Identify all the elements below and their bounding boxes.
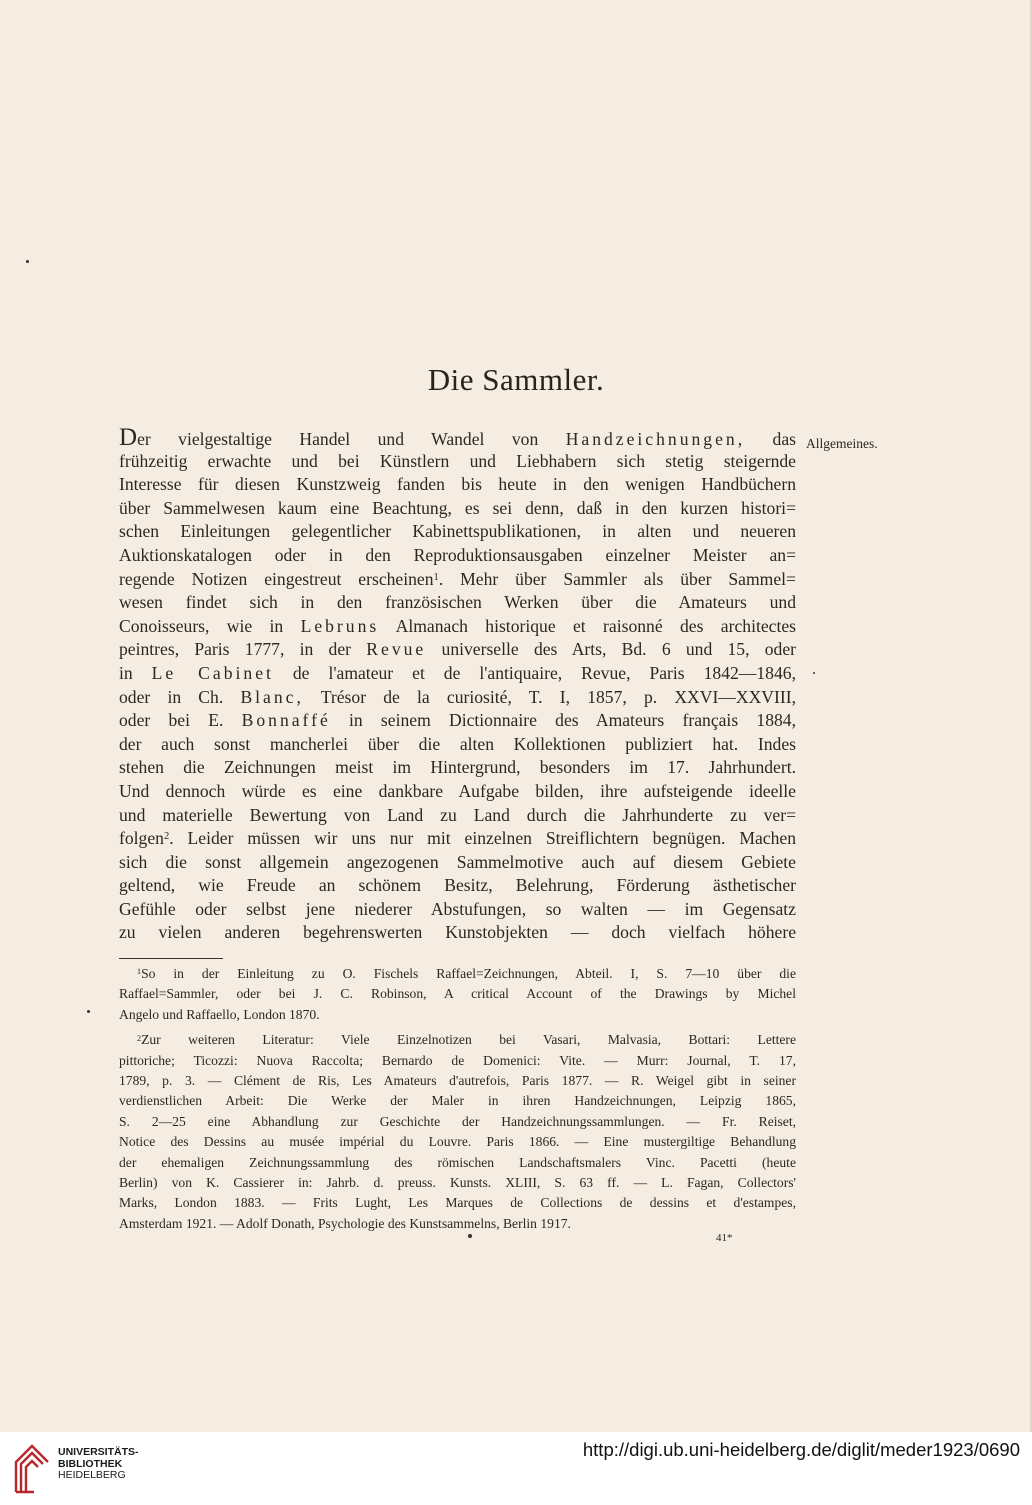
body-line: schen Einleitungen gelegentlicher Kabinettspublikationen, in alten und neueren bbox=[119, 521, 796, 542]
footnote-mark: 1 bbox=[137, 967, 142, 977]
footnote-line: 1789, p. 3. — Clément de Ris, Les Amateurs d'autrefois, Paris 1877. — R. Weigel gibt in seiner bbox=[119, 1072, 796, 1088]
library-name: UNIVERSITÄTS- BIBLIOTHEK HEIDELBERG bbox=[58, 1446, 139, 1481]
footnote-ref: 1 bbox=[433, 571, 439, 583]
footnote-divider bbox=[119, 958, 223, 959]
footnote-line: Angelo und Raffaello, London 1870. bbox=[119, 1006, 320, 1022]
body-line: Conoisseurs, wie in Lebruns Almanach historique et raisonné des architectes bbox=[119, 615, 797, 636]
footer-bar bbox=[0, 1432, 1032, 1505]
body-line: Gefühle oder selbst jene niederer Abstufungen, so walten — im Gegensatz bbox=[119, 898, 796, 919]
footnote-line: Raffael=Sammler, oder bei J. C. Robinson, A critical Account of the Drawings by Michel bbox=[119, 986, 796, 1002]
university-library-logo-icon[interactable] bbox=[12, 1442, 52, 1494]
body-line: folgen$^2$. Leider müssen wir uns nur mit einzelnen Streiflichtern begnügen. Machen bbox=[119, 828, 796, 849]
body-line: Und dennoch würde es eine dankbare Aufgabe bilden, ihre aufsteigende ideelle bbox=[119, 780, 796, 801]
footnote-line: Berlin) von K. Cassierer in: Jahrb. d. preuss. Kunsts. XLIII, S. 63 ff. — L. Fagan, Collectors' bbox=[119, 1174, 796, 1190]
paper-speck bbox=[26, 260, 29, 263]
body-line: oder bei E. Bonnaffé in seinem Dictionnaire des Amateurs français 1884, bbox=[119, 710, 796, 731]
page-title: Die Sammler. bbox=[427, 362, 605, 397]
source-url-link[interactable]: http://digi.ub.uni-heidelberg.de/diglit/meder1923/0690 bbox=[582, 1439, 1020, 1460]
body-line: frühzeitig erwachte und bei Künstlern und Liebhabern sich stetig steigernde bbox=[119, 450, 796, 471]
body-line: wesen findet sich in den französischen Werken über die Amateurs und bbox=[119, 592, 796, 613]
drop-cap: D bbox=[119, 424, 138, 451]
body-line: der auch sonst mancherlei über die alten Kollektionen publiziert hat. Indes bbox=[119, 733, 796, 754]
body-line: stehen die Zeichnungen meist im Hintergrund, besonders im 17. Jahrhundert. bbox=[119, 757, 796, 778]
footnote-line: der ehemaligen Zeichnungssammlung des römischen Landschaftsmalers Vinc. Pacetti (heute bbox=[119, 1154, 796, 1170]
body-line: sich die sonst allgemein angezogenen Sammelmotive auch auf diesem Gebiete bbox=[119, 851, 796, 872]
body-text bbox=[119, 426, 796, 945]
paper-speck bbox=[813, 672, 815, 674]
body-line: Der vielgestaltige Handel und Wandel von Handzeichnungen, das bbox=[119, 424, 796, 451]
page-number: 41* bbox=[716, 1232, 733, 1244]
body-line: geltend, wie Freude an schönem Besitz, Belehrung, Förderung ästhetischer bbox=[119, 875, 796, 896]
body-line: und materielle Bewertung von Land zu Land durch die Jahrhunderte zu ver= bbox=[119, 804, 796, 825]
footnote-line: $^1$So in der Einleitung zu O. Fischels Raffael=Zeichnungen, Abteil. I, S. 7—10 über die bbox=[137, 966, 796, 981]
footnote-line: Notice des Dessins au musée impérial du Louvre. Paris 1866. — Eine mustergiltige Behandlung bbox=[119, 1134, 796, 1150]
body-line: peintres, Paris 1777, in der Revue universelle des Arts, Bd. 6 und 15, oder bbox=[119, 639, 797, 660]
body-line: über Sammelwesen kaum eine Beachtung, es sei denn, daß in den kurzen histori= bbox=[119, 497, 796, 518]
body-line: oder in Ch. Blanc, Trésor de la curiosité, T. I, 1857, p. XXVI—XXVIII, bbox=[119, 686, 796, 707]
footnote-line: $^2$Zur weiteren Literatur: Viele Einzelnotizen bei Vasari, Malvasia, Bottari: Lettere bbox=[137, 1032, 796, 1048]
footnote-ref: 2 bbox=[163, 831, 170, 843]
footnotes bbox=[119, 964, 796, 1234]
body-line: Auktionskatalogen oder in den Reproduktionsausgaben einzelner Meister an= bbox=[119, 544, 796, 565]
footnote-mark: 2 bbox=[137, 1033, 142, 1043]
footnote-line: pittoriche; Ticozzi: Nuova Raccolta; Bernardo de Domenici: Vite. — Murr: Journal, T. 17, bbox=[119, 1052, 796, 1068]
footnote-line: Marks, London 1883. — Frits Lught, Les Marques de Collections de dessins et d'estampes, bbox=[119, 1195, 796, 1211]
footnote-line: verdienstlichen Arbeit: Die Werke der Maler in ihren Handzeichnungen, Leipzig 1865, bbox=[119, 1093, 796, 1109]
paper-speck bbox=[468, 1234, 472, 1238]
footnote-line: Amsterdam 1921. — Adolf Donath, Psychologie des Kunstsammelns, Berlin 1917. bbox=[119, 1215, 571, 1231]
paper-speck bbox=[87, 1010, 90, 1013]
body-line: zu vielen anderen begehrenswerten Kunstobjekten — doch vielfach höhere bbox=[119, 922, 796, 943]
body-line: in Le Cabinet de l'amateur et de l'antiquaire, Revue, Paris 1842—1846, bbox=[119, 662, 796, 683]
body-line: Interesse für diesen Kunstzweig fanden bis heute in den wenigen Handbüchern bbox=[119, 474, 796, 495]
footnote-line: S. 2—25 eine Abhandlung zur Geschichte der Handzeichnungssammlungen. — Fr. Reiset, bbox=[119, 1113, 796, 1129]
body-line: regende Notizen eingestreut erscheinen$^1$. Mehr über Sammler als über Sammel= bbox=[119, 568, 796, 589]
margin-note: Allgemeines. bbox=[806, 436, 878, 451]
